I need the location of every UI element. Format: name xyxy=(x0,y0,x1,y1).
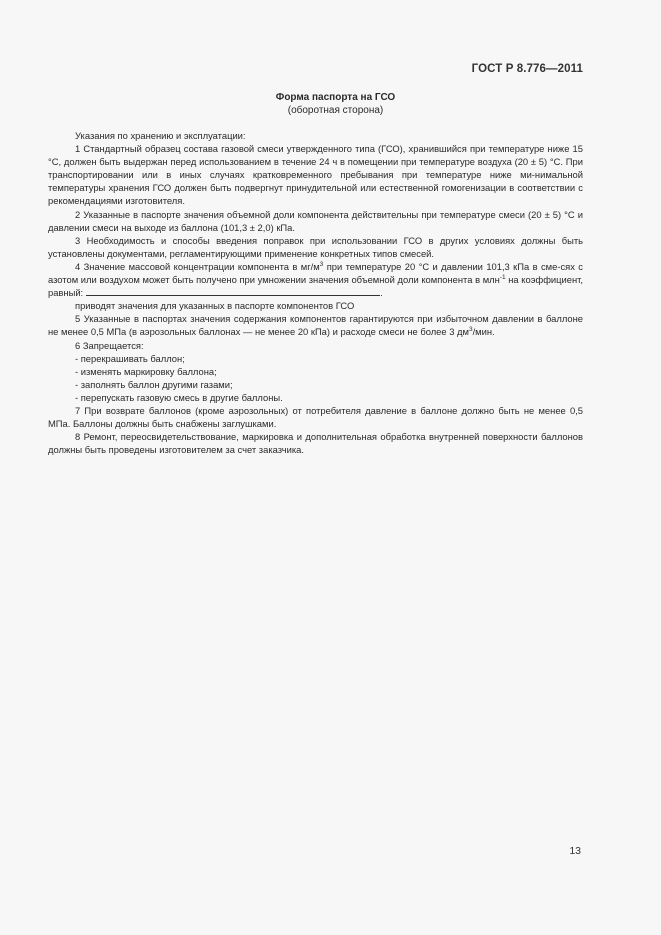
superscript-minus-1: -1 xyxy=(499,274,506,282)
paragraph-7: 7 При возврате баллонов (кроме аэрозольных) от потребителя давление в баллоне должно быть не менее 0,5 МПа. Баллоны должны быть снабжены заглушками. xyxy=(48,404,583,430)
paragraph-1: 1 Стандартный образец состава газовой смеси утвержденного типа (ГСО), хранившийся при температуре ниже 15 °С, должен быть выдержан перед использованием в течение 24 ч в помещении при температуре воздуха (20 ± 5) °С. При транспортировании или в иных случаях кратковременного пребывания при температуре ниже ми-нимальной температуры хранения ГСО должен быть подвергнут принудительной или естественной гомогенизации в соответствии с рекомендациями изготовителя. xyxy=(48,143,583,207)
paragraph-5-text-a: 5 Указанные в паспортах значения содержания компонентов гарантируются при избыточном давлении в баллоне не менее 0,5 МПа (в аэрозольных баллонах — не менее 20 кПа) и расходе смеси не более 3 дм xyxy=(48,313,583,338)
storage-instructions xyxy=(48,129,583,456)
prohibition-item: - перекрашивать баллон; xyxy=(75,352,185,364)
superscript-3: 3 xyxy=(468,326,473,334)
coefficient-blank-line xyxy=(86,286,380,296)
form-subtitle: (оборотная сторона) xyxy=(287,105,384,116)
paragraph-4-note: приводят значения для указанных в паспорте компонентов ГСО xyxy=(75,300,355,312)
instructions-intro: Указания по хранению и эксплуатации: xyxy=(75,130,246,141)
form-title-block xyxy=(0,91,661,117)
paragraph-8: 8 Ремонт, переосвидетельствование, маркировка и дополнительная обработка внутренней поверхности баллонов должны быть проведены изготовителем за счет заказчика. xyxy=(48,431,583,456)
paragraph-2: 2 Указанные в паспорте значения объемной доли компонента действительны при температуре смеси (20 ± 5) °С и давлении смеси на выходе из баллона (101,3 ± 2,0) кПа. xyxy=(48,208,583,233)
form-title: Форма паспорта на ГСО xyxy=(275,92,396,103)
prohibition-item: - заполнять баллон другими газами; xyxy=(75,378,233,390)
paragraph-4-end: . xyxy=(380,287,383,299)
paragraph-4-text-b: при температуре 20 °С и давлении 101,3 кПа в сме-сях с азотом или воздухом может быть получено при умножении значения объемной доли компонента в млн xyxy=(48,260,583,286)
paragraph-4-text-c: на коэффициент, равный: xyxy=(48,274,584,299)
paragraph-4 xyxy=(48,260,583,299)
paragraph-6: 6 Запрещается: xyxy=(75,339,144,351)
paragraph-3: 3 Необходимость и способы введения поправок при использовании ГСО в других условиях должны быть установлены документами, регламентирующими применение конкретных типов смесей. xyxy=(48,234,583,259)
document-code: ГОСТ Р 8.776—2011 xyxy=(471,63,583,75)
paragraph-5 xyxy=(48,312,583,338)
superscript-3: 3 xyxy=(319,260,324,268)
paragraph-4-text-a: 4 Значение массовой концентрации компонента в мг/м xyxy=(75,260,320,272)
paragraph-5-text-b: /мин. xyxy=(472,326,495,338)
prohibition-item: - перепускать газовую смесь в другие баллоны. xyxy=(75,391,283,403)
prohibition-item: - изменять маркировку баллона; xyxy=(75,365,217,377)
page-number: 13 xyxy=(569,845,581,857)
